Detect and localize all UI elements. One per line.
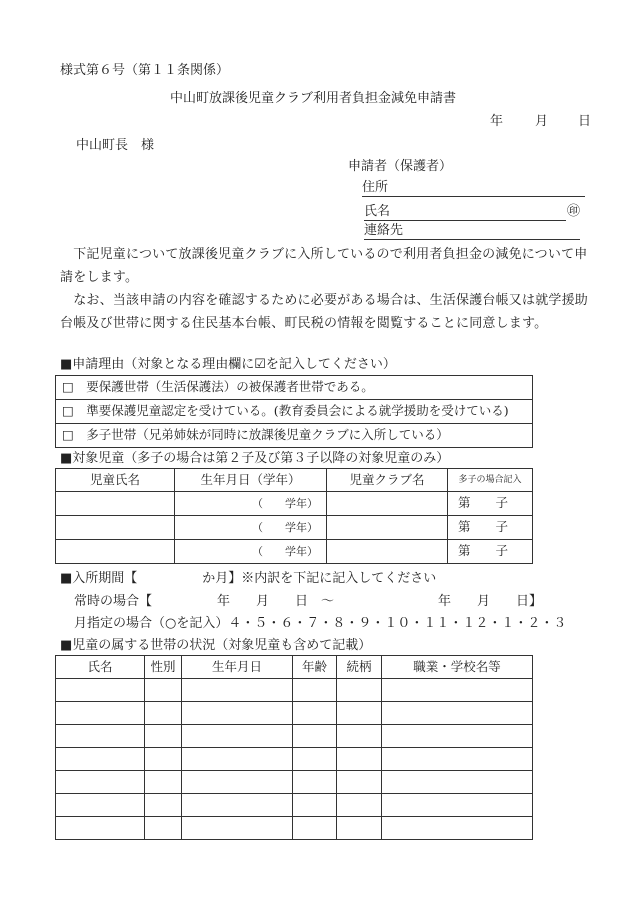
table-row [56, 794, 533, 817]
period-monthly[interactable]: 月指定の場合（○を記入）４・５・６・７・８・９・１０・１１・１２・１・２・３ [74, 616, 567, 631]
table-row [56, 702, 533, 725]
cell[interactable] [382, 702, 533, 725]
cell[interactable] [145, 679, 182, 702]
col-gender: 性別 [145, 656, 182, 679]
cell[interactable] [382, 794, 533, 817]
cell[interactable] [56, 817, 145, 840]
birthdate-cell[interactable]: （ 学年） [175, 492, 327, 516]
club-name-cell[interactable] [327, 540, 448, 564]
cell[interactable] [56, 725, 145, 748]
cell[interactable] [337, 771, 382, 794]
cell[interactable] [337, 794, 382, 817]
table-row [56, 516, 533, 540]
reason-option-welfare[interactable]: □ 要保護世帯（生活保護法）の被保護者世帯である。 [56, 376, 533, 400]
paragraph-line-4: 台帳及び世帯に関する住民基本台帳、町民税の情報を閲覧することに同意します。 [60, 316, 548, 331]
table-row [56, 540, 533, 564]
cell[interactable] [293, 725, 337, 748]
cell[interactable] [293, 702, 337, 725]
address-field[interactable] [362, 181, 585, 197]
cell[interactable] [293, 748, 337, 771]
cell[interactable] [145, 702, 182, 725]
cell[interactable] [293, 679, 337, 702]
form-number: 様式第６号（第１１条関係） [60, 63, 230, 78]
contact-label: 連絡先 [364, 223, 404, 238]
cell[interactable] [182, 771, 293, 794]
child-order-cell[interactable]: 第 子 [448, 492, 533, 516]
household-table [55, 655, 533, 840]
cell[interactable] [145, 817, 182, 840]
cell[interactable] [382, 679, 533, 702]
cell[interactable] [182, 748, 293, 771]
children-table [55, 468, 533, 564]
cell[interactable] [182, 679, 293, 702]
cell[interactable] [182, 817, 293, 840]
applicant-heading: 申請者（保護者） [348, 159, 453, 174]
col-member-birthdate: 生年月日 [182, 656, 293, 679]
cell[interactable] [145, 725, 182, 748]
cell[interactable] [337, 748, 382, 771]
cell[interactable] [145, 794, 182, 817]
paragraph-line-3: なお、当該申請の内容を確認するために必要がある場合は、生活保護台帳又は就学援助 [60, 293, 589, 308]
col-age: 年齢 [293, 656, 337, 679]
cell[interactable] [182, 702, 293, 725]
cell[interactable] [182, 794, 293, 817]
table-row [56, 817, 533, 840]
cell[interactable] [337, 817, 382, 840]
reason-option-quasi-welfare[interactable]: □ 準要保護児童認定を受けている。(教育委員会による就学援助を受けている) [56, 400, 533, 424]
cell[interactable] [337, 702, 382, 725]
address-label: 住所 [362, 180, 389, 195]
cell[interactable] [337, 725, 382, 748]
name-label: 氏名 [364, 204, 391, 219]
cell[interactable] [382, 771, 533, 794]
birthdate-cell[interactable]: （ 学年） [175, 540, 327, 564]
club-name-cell[interactable] [327, 492, 448, 516]
cell[interactable] [337, 679, 382, 702]
name-field[interactable] [364, 205, 566, 221]
child-name-cell[interactable] [56, 516, 175, 540]
cell[interactable] [293, 817, 337, 840]
table-row [56, 492, 533, 516]
date-year[interactable]: 年 [490, 114, 504, 129]
child-order-cell[interactable]: 第 子 [448, 540, 533, 564]
club-name-cell[interactable] [327, 516, 448, 540]
col-club-name: 児童クラブ名 [327, 469, 448, 492]
col-relation: 続柄 [337, 656, 382, 679]
cell[interactable] [382, 817, 533, 840]
date-day[interactable]: 日 [578, 114, 592, 129]
contact-field[interactable] [364, 224, 580, 240]
cell[interactable] [145, 771, 182, 794]
period-regular[interactable]: 常時の場合【 年 月 日 ～ 年 月 日】 [74, 594, 543, 609]
col-occupation: 職業・学校名等 [382, 656, 533, 679]
col-birthdate: 生年月日（学年） [175, 469, 327, 492]
cell[interactable] [56, 748, 145, 771]
cell[interactable] [293, 771, 337, 794]
cell[interactable] [56, 679, 145, 702]
period-heading: ■入所期間【 か月】※内訳を下記に記入してください [60, 571, 437, 586]
child-name-cell[interactable] [56, 540, 175, 564]
table-row [56, 679, 533, 702]
cell[interactable] [293, 794, 337, 817]
child-name-cell[interactable] [56, 492, 175, 516]
table-row [56, 771, 533, 794]
table-row [56, 748, 533, 771]
household-heading: ■児童の属する世帯の状況（対象児童も含めて記載） [60, 638, 372, 653]
cell[interactable] [56, 794, 145, 817]
col-child-name: 児童氏名 [56, 469, 175, 492]
cell[interactable] [56, 771, 145, 794]
birthdate-cell[interactable]: （ 学年） [175, 516, 327, 540]
children-heading: ■対象児童（多子の場合は第２子及び第３子以降の対象児童のみ） [60, 451, 450, 466]
cell[interactable] [382, 725, 533, 748]
table-row [56, 725, 533, 748]
paragraph-line-1: 下記児童について放課後児童クラブに入所しているので利用者負担金の減免について申 [60, 247, 588, 262]
col-member-name: 氏名 [56, 656, 145, 679]
paragraph-line-2: 請をします。 [60, 270, 139, 285]
form-title: 中山町放課後児童クラブ利用者負担金減免申請書 [170, 91, 457, 106]
cell[interactable] [382, 748, 533, 771]
col-child-order: 多子の場合記入 [448, 469, 533, 492]
reason-option-multi-child[interactable]: □ 多子世帯（兄弟姉妹が同時に放課後児童クラブに入所している） [56, 424, 533, 448]
date-month[interactable]: 月 [535, 114, 549, 129]
reason-table [55, 375, 533, 448]
cell[interactable] [145, 748, 182, 771]
cell[interactable] [182, 725, 293, 748]
cell[interactable] [56, 702, 145, 725]
child-order-cell[interactable]: 第 子 [448, 516, 533, 540]
seal-mark: ㊞ [567, 204, 581, 219]
reason-heading: ■申請理由（対象となる理由欄に☑を記入してください） [60, 357, 396, 372]
addressee: 中山町長 様 [76, 138, 155, 153]
